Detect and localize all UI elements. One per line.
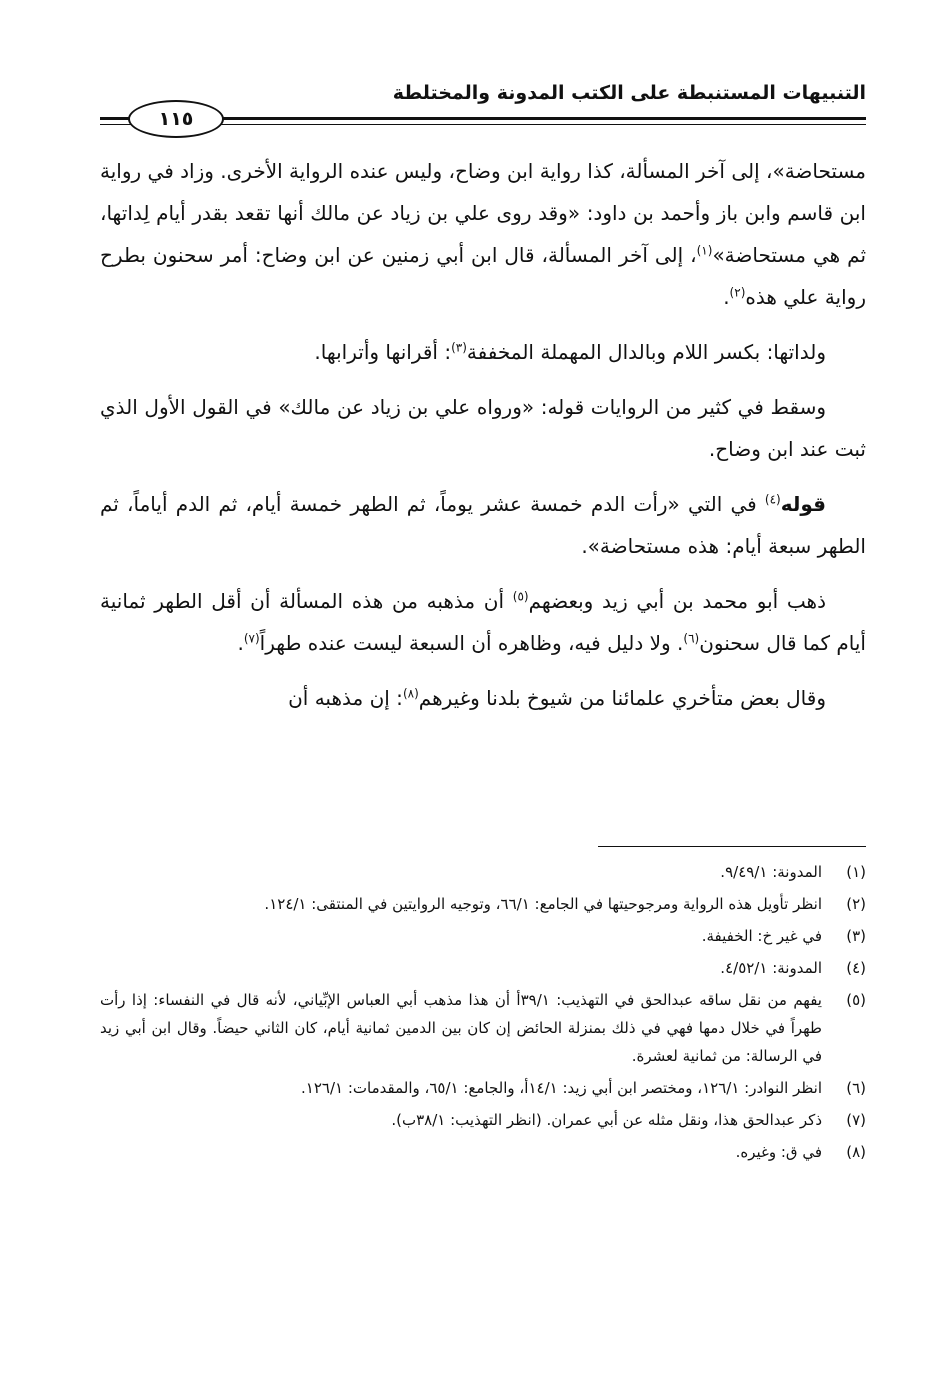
footnote-text: المدونة: ٤/٥٢/١. [720, 959, 822, 977]
footnote-ref-5: (٥) [512, 589, 529, 604]
footnote-5 [100, 986, 866, 1070]
footnote-number: (٣) [846, 927, 866, 945]
paragraph-1-text-a: مستحاضة»، إلى آخر المسألة، كذا رواية ابن وضاح، وليس عنده الرواية الأخرى. وزاد في رواية ابن قاسم وابن باز وأحمد بن داود: «وقد روى علي بن زياد عن مالك أنها تقعد بقدر أيام لِداتها، ثم هي مستحاضة» [100, 159, 867, 267]
paragraph-6 [100, 677, 866, 719]
paragraph-2 [100, 331, 866, 373]
main-text [100, 150, 866, 732]
footnote-4 [100, 954, 866, 982]
footnote-number: (١) [846, 863, 866, 881]
paragraph-6-text-a: وقال بعض متأخري علمائنا من شيوخ بلدنا وغيرهم [418, 686, 826, 710]
paragraph-1 [100, 150, 866, 318]
paragraph-4 [100, 483, 866, 567]
running-title: التنبيهات المستنبطة على الكتب المدونة والمختلطة [392, 82, 866, 104]
footnote-6 [100, 1074, 866, 1102]
paragraph-6-text-b: : إن مذهبه أن [288, 686, 403, 710]
footnote-ref-4: (٤) [764, 492, 781, 507]
paragraph-3-text: وسقط في كثير من الروايات قوله: «ورواه علي بن زياد عن مالك» في القول الأول الذي ثبت عند ابن وضاح. [100, 395, 866, 461]
paragraph-1-text-b: ، إلى آخر المسألة، قال ابن أبي زمنين عن ابن وضاح: أمر سحنون بطرح رواية علي هذه [100, 243, 866, 309]
footnote-number: (٢) [846, 895, 866, 913]
footnote-number: (٤) [846, 959, 866, 977]
footnote-ref-3: (٣) [451, 340, 467, 355]
footnote-text: المدونة: ٩/٤٩/١. [720, 863, 822, 881]
footnote-2 [100, 890, 866, 918]
footnotes [100, 858, 866, 1170]
paragraph-5-text-a: ذهب أبو محمد بن أبي زيد وبعضهم [528, 589, 826, 613]
footnote-1 [100, 858, 866, 886]
footnote-ref-7: (٧) [243, 631, 260, 646]
footnote-number: (٧) [846, 1111, 866, 1129]
footnote-8 [100, 1138, 866, 1166]
paragraph-2-text-a: ولداتها: بكسر اللام وبالدال المهملة المخففة [466, 340, 826, 364]
footnote-text: انظر النوادر: ١٢٦/١، ومختصر ابن أبي زيد: ١٤/١أ، والجامع: ٦٥/١، والمقدمات: ١٢٦/١. [301, 1079, 822, 1097]
paragraph-5 [100, 580, 866, 664]
footnote-text: انظر تأويل هذه الرواية ومرجوحيتها في الجامع: ٦٦/١، وتوجيه الروايتين في المنتقى: ١٢٤/١. [264, 895, 822, 913]
footnote-text: ذكر عبدالحق هذا، ونقل مثله عن أبي عمران. (انظر التهذيب: ٣٨/١ب). [391, 1111, 822, 1129]
paragraph-5-text-d: . [237, 631, 244, 655]
paragraph-5-text-b: أن مذهبه من هذه المسألة أن أقل الطهر ثمانية أيام كما قال سحنون [100, 589, 866, 655]
footnote-number: (٥) [846, 991, 866, 1009]
footnote-3 [100, 922, 866, 950]
footnote-text: في ق: وغيره. [735, 1143, 822, 1161]
page-number: ١١٥ [128, 100, 224, 138]
footnote-number: (٦) [846, 1079, 866, 1097]
paragraph-2-text-b: : أقرانها وأترابها. [314, 340, 452, 364]
footnote-text: يفهم من نقل ساقه عبدالحق في التهذيب: ٣٩/١أ أن هذا مذهب أبي العباس الإبِّياني، لأنه قال في النفساء: إذا رأت طهراً في خلال دمها فهي في ذلك بمنزلة الحائض إن كان بين الدمين ثمانية أيام، كان الثاني حيضاً. وقال ابن أبي زيد في الرسالة: من ثمانية لعشرة. [100, 991, 822, 1065]
page-header [100, 80, 866, 152]
footnote-ref-1: (١) [696, 243, 713, 258]
paragraph-5-text-c: . ولا دليل فيه، وظاهره أن السبعة ليست عنده طهراً [259, 631, 684, 655]
footnote-text: في غير خ: الخفيفة. [701, 927, 822, 945]
footnote-ref-8: (٨) [402, 686, 419, 701]
paragraph-1-text-c: . [723, 285, 730, 309]
footnote-number: (٨) [846, 1143, 866, 1161]
paragraph-3 [100, 386, 866, 470]
footnote-ref-6: (٦) [683, 631, 700, 646]
footnote-ref-2: (٢) [729, 285, 746, 300]
paragraph-4-lead: قوله [780, 492, 826, 516]
paragraph-4-text: في التي «رأت الدم خمسة عشر يوماً، ثم الطهر خمسة أيام، ثم الدم أياماً، ثم الطهر سبعة أيام: هذه مستحاضة». [100, 492, 866, 558]
footnote-separator [598, 846, 866, 847]
footnote-7 [100, 1106, 866, 1134]
